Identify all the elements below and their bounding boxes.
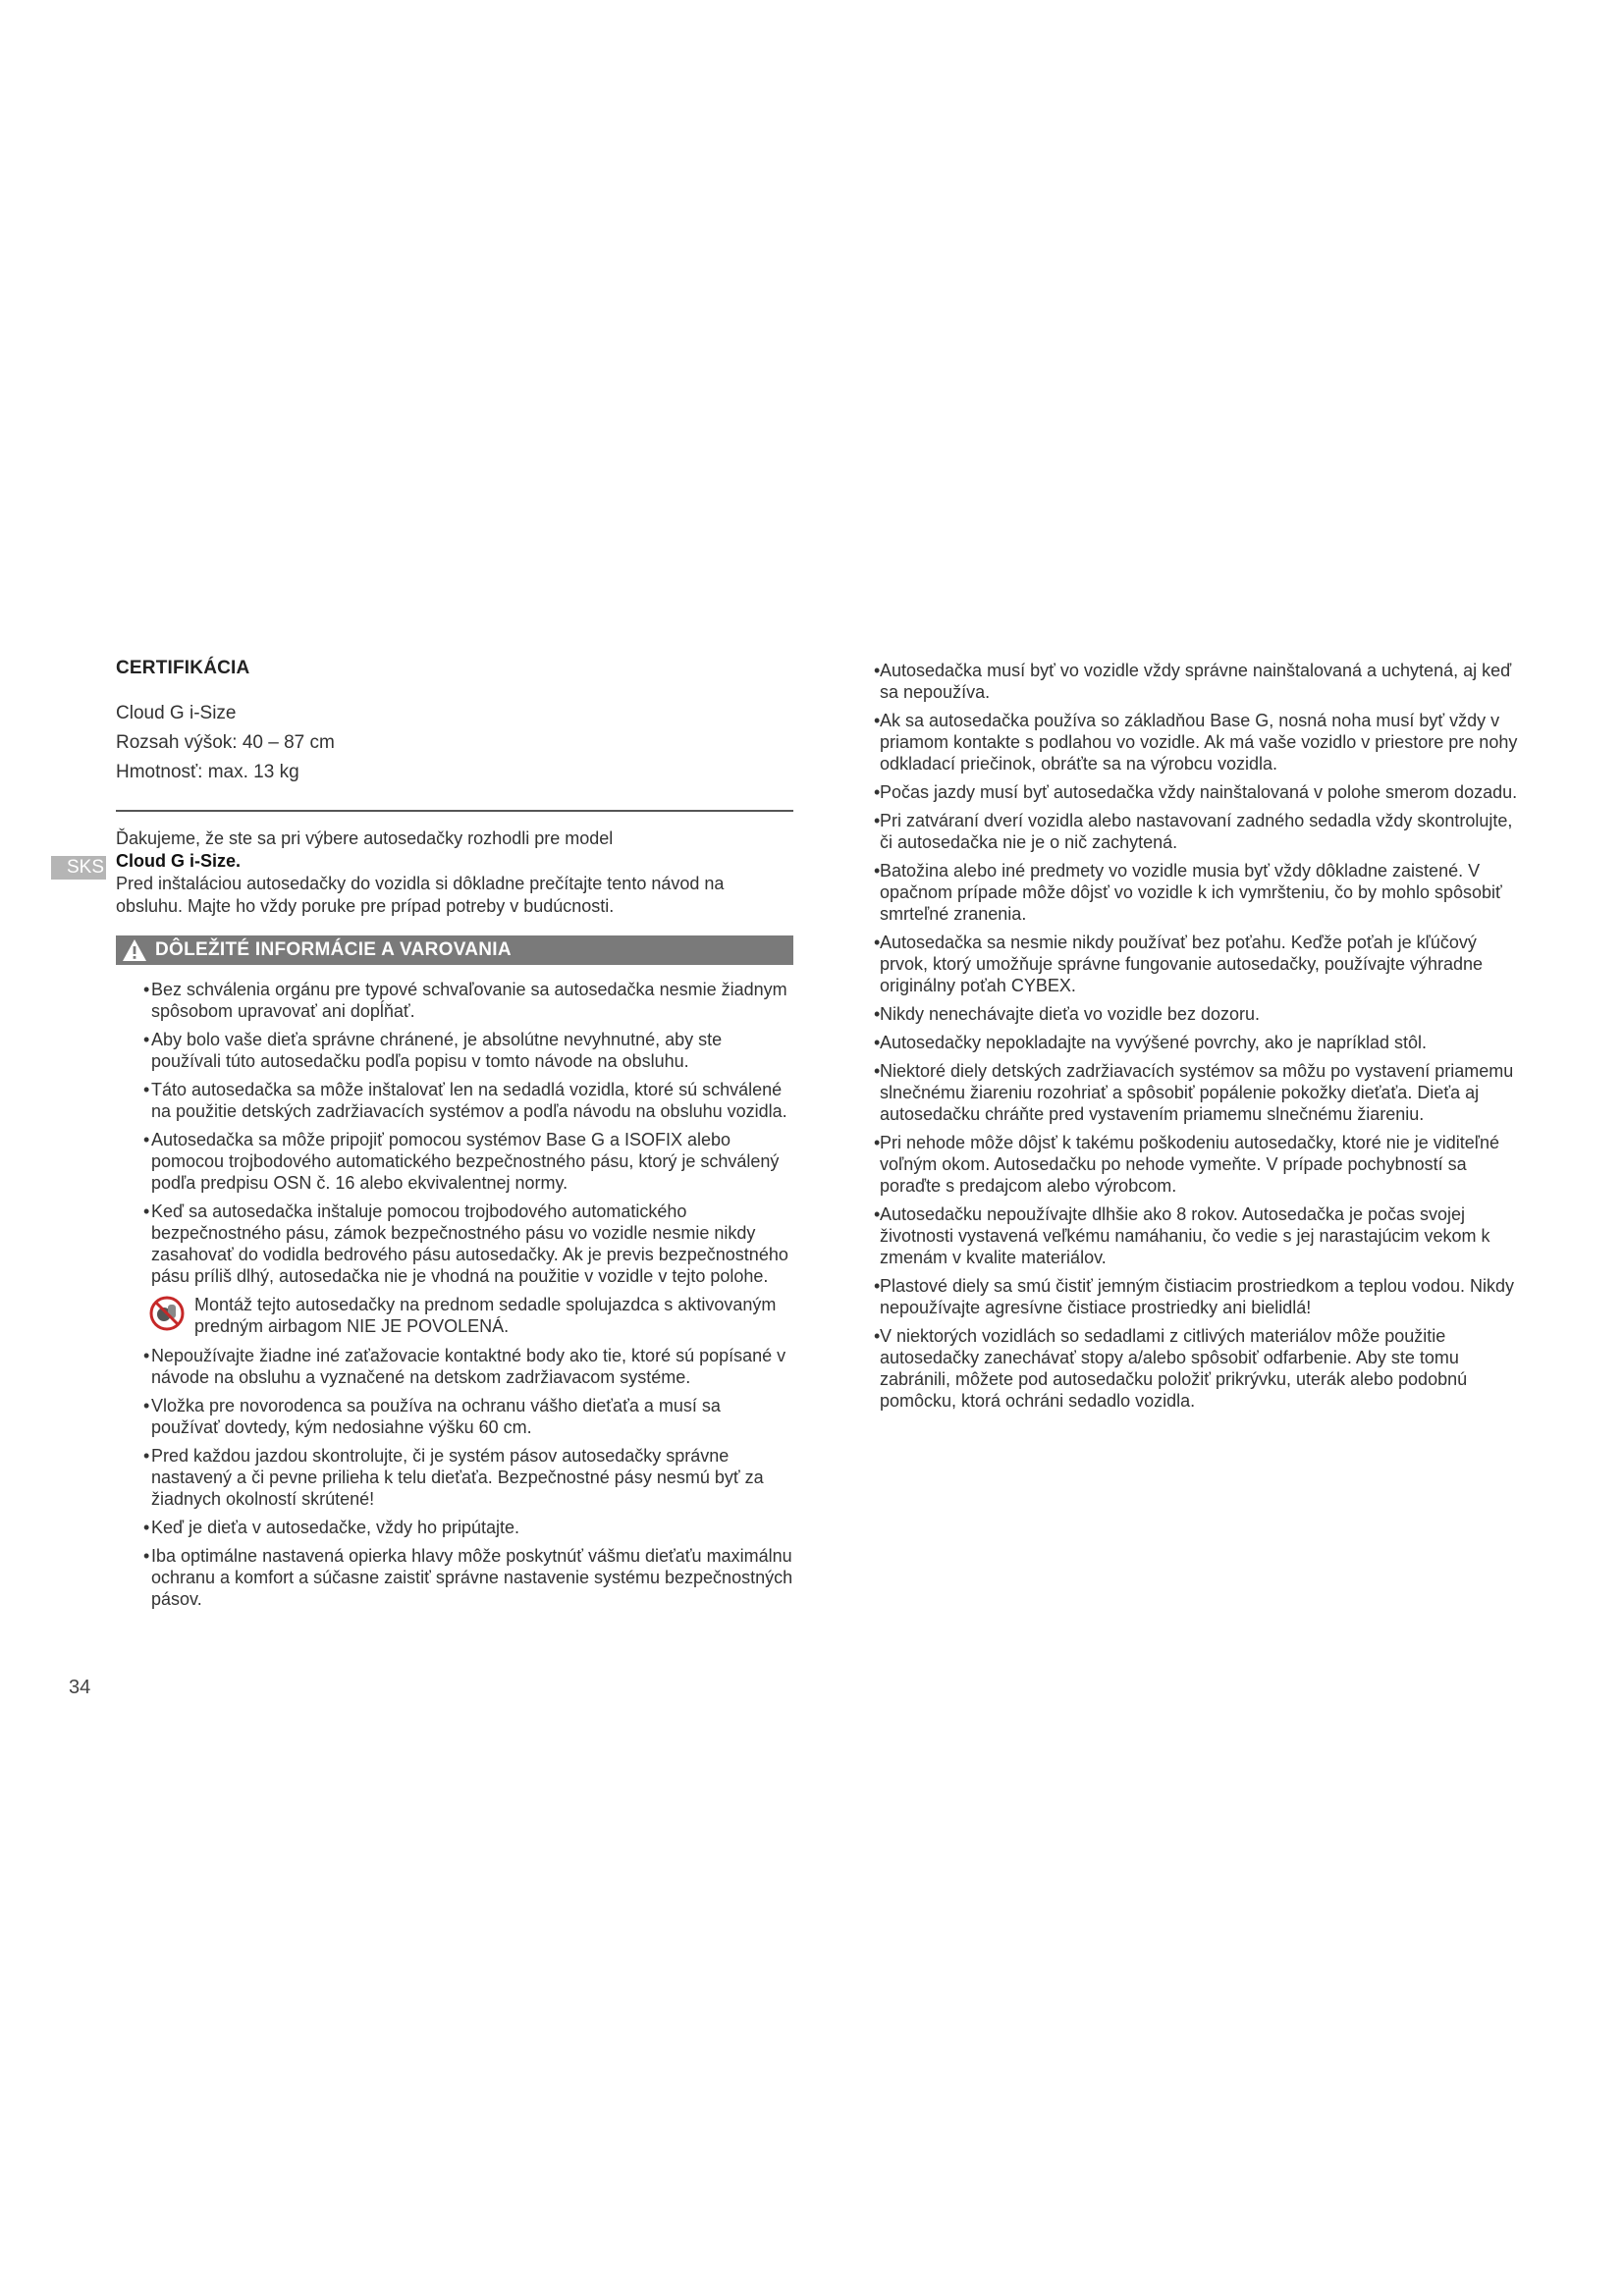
list-item: • Autosedačka musí byť vo vozidle vždy správne nainštalovaná a uchytená, aj keď sa nepoužíva.: [874, 660, 1522, 703]
no-airbag-icon: [149, 1296, 185, 1331]
list-item: • Táto autosedačka sa môže inštalovať len na sedadlá vozidla, ktoré sú schválené na použitie detských zadržiavacích systémov a podľa návodu na obsluhu vozidla.: [116, 1079, 793, 1122]
language-tab: SKS: [51, 856, 106, 880]
list-item: • Bez schválenia orgánu pre typové schvaľovanie sa autosedačka nesmie žiadnym spôsobom upravovať ani dopĺňať.: [116, 979, 793, 1022]
list-item: • Plastové diely sa smú čistiť jemným čistiacim prostriedkom a teplou vodou. Nikdy nepoužívajte agresívne čistiace prostriedky ani bielidlá!: [874, 1275, 1522, 1318]
certification-lines: [116, 699, 793, 787]
list-item: • Autosedačka sa nesmie nikdy používať bez poťahu. Keďže poťah je kľúčový prvok, ktorý umožňuje správne fungovanie autosedačky, používajte výhradne originálny poťah CYBEX.: [874, 932, 1522, 996]
airbag-warning: [116, 1294, 793, 1337]
list-item: • Pred každou jazdou skontrolujte, či je systém pásov autosedačky správne nastavený a či pevne prilieha k telu dieťaťa. Bezpečnostné pásy nesmú byť za žiadnych okolností skrútené!: [116, 1445, 793, 1510]
list-item: • Nepoužívajte žiadne iné zaťažovacie kontaktné body ako tie, ktoré sú popísané v návode na obsluhu a vyznačené na detskom zadržiavacom systéme.: [116, 1345, 793, 1388]
list-item: • Keď sa autosedačka inštaluje pomocou trojbodového automatického bezpečnostného pásu, zámok bezpečnostného pásu vo vozidle nesmie nikdy zasahovať do vodidla bedrového pásu autosedačky. Ak je previs bezpečnostného pásu príliš dlhý, autosedačka nie je vhodná na použitie v vozidle v tejto polohe.: [116, 1201, 793, 1287]
list-item: • Batožina alebo iné predmety vo vozidle musia byť vždy dôkladne zaistené. V opačnom prípade môže dôjsť vo vozidle k ich vymršteniu, čo by mohlo spôsobiť smrteľné zranenia.: [874, 860, 1522, 925]
certification-title: CERTIFIKÁCIA: [116, 658, 250, 678]
list-item: • Autosedačku nepoužívajte dlhšie ako 8 rokov. Autosedačka je počas svojej životnosti vystavená veľkému namáhaniu, čo vedie s jej narastajúcim vekom k zmenám v kvalite materiálov.: [874, 1203, 1522, 1268]
list-item: • Autosedačka sa môže pripojiť pomocou systémov Base G a ISOFIX alebo pomocou trojbodového automatického bezpečnostného pásu, ktorý je schválený podľa predpisu OSN č. 16 alebo ekvivalentnej normy.: [116, 1129, 793, 1194]
page-number: 34: [69, 1677, 91, 1698]
list-item: • Pri nehode môže dôjsť k takému poškodeniu autosedačky, ktoré nie je viditeľné voľným okom. Autosedačku po nehode vymeňte. V prípade pochybností sa poraďte s predajcom alebo výrobcom.: [874, 1132, 1522, 1197]
warning-title: DÔLEŽITÉ INFORMÁCIE A VAROVANIA: [155, 939, 512, 960]
list-item: • Keď je dieťa v autosedačke, vždy ho pripútajte.: [116, 1517, 793, 1538]
right-column: [874, 660, 1522, 1418]
intro-line: Pred inštaláciou autosedačky do vozidla si dôkladne prečítajte tento návod na obsluhu. Majte ho vždy poruke pre prípad potreby v budúcnosti.: [116, 874, 725, 916]
list-item: • Ak sa autosedačka používa so základňou Base G, nosná noha musí byť vždy v priamom kontakte s podlahou vo vozidle. Ak má vaše vozidlo v priestore pre nohy odkladací priečinok, obráťte sa na výrobcu vozidla.: [874, 710, 1522, 774]
warning-heading: [116, 935, 793, 965]
list-item: • Vložka pre novorodenca sa používa na ochranu vášho dieťaťa a musí sa používať dovtedy, kým nedosiahne výšku 60 cm.: [116, 1395, 793, 1438]
warning-list: [116, 1345, 793, 1610]
airbag-text: Montáž tejto autosedačky na prednom sedadle spolujazdca s aktivovaným predným airbagom NIE JE POVOLENÁ.: [194, 1295, 777, 1336]
warning-list: [874, 660, 1522, 1412]
list-item: • Pri zatváraní dverí vozidla alebo nastavovaní zadného sedadla vždy skontrolujte, či autosedačka nie je o nič zachytená.: [874, 810, 1522, 853]
list-item: • Autosedačky nepokladajte na vyvýšené povrchy, ako je napríklad stôl.: [874, 1032, 1522, 1053]
intro-line: Ďakujeme, že ste sa pri výbere autosedačky rozhodli pre model: [116, 828, 614, 848]
list-item: • Počas jazdy musí byť autosedačka vždy nainštalovaná v polohe smerom dozadu.: [874, 781, 1522, 803]
list-item: • Niektoré diely detských zadržiavacích systémov sa môžu po vystavení priamemu slnečnému žiareniu rozohriať a spôsobiť popálenie pokožky dieťaťa. Dieťa aj autosedačku chráňte pred vystavením priamemu slnečnému žiareniu.: [874, 1060, 1522, 1125]
certification-line: Hmotnosť: max. 13 kg: [116, 762, 299, 782]
left-column: [116, 658, 793, 1617]
list-item: • Nikdy nenechávajte dieťa vo vozidle bez dozoru.: [874, 1003, 1522, 1025]
certification-line: Rozsah výšok: 40 – 87 cm: [116, 732, 335, 753]
list-item: • Aby bolo vaše dieťa správne chránené, je absolútne nevyhnutné, aby ste používali túto autosedačku podľa popisu v tomto návode na obsluhu.: [116, 1029, 793, 1072]
list-item: • Iba optimálne nastavená opierka hlavy môže poskytnúť vášmu dieťaťu maximálnu ochranu a komfort a súčasne zaistiť správne nastavenie systému bezpečnostných pásov.: [116, 1545, 793, 1610]
warning-list: [116, 979, 793, 1287]
divider: [116, 810, 793, 812]
warning-triangle-icon: [122, 938, 147, 962]
certification-line: Cloud G i-Size: [116, 703, 237, 723]
model-name: Cloud G i-Size.: [116, 851, 242, 871]
intro-text: [116, 828, 793, 918]
list-item: • V niektorých vozidlách so sedadlami z citlivých materiálov môže použitie autosedačky zanechávať stopy a/alebo spôsobiť odfarbenie. Aby ste tomu zabránili, môžete pod autosedačku položiť prikrývku, uterák alebo podobnú pomôcku, ktorá ochráni sedadlo vozidla.: [874, 1325, 1522, 1412]
